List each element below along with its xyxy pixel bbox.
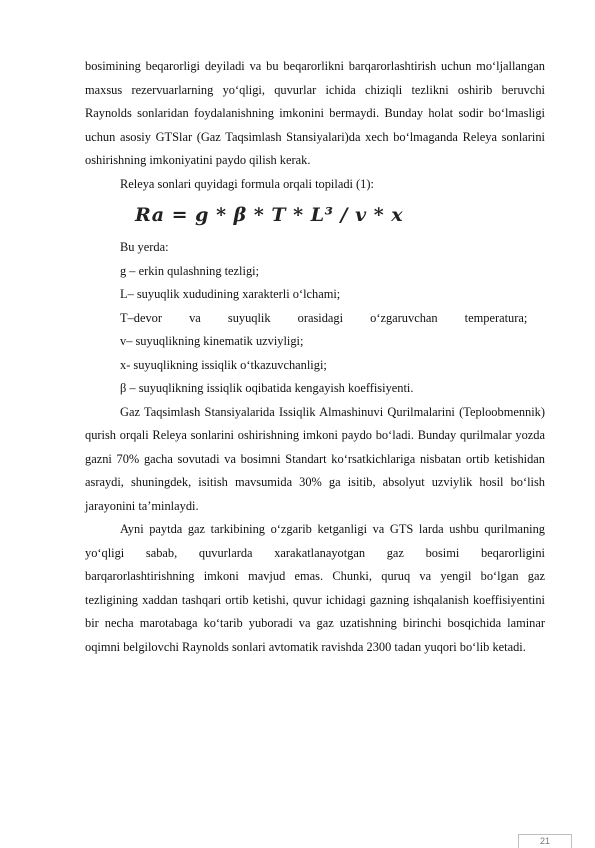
definition-beta: β – suyuqlikning issiqlik oqibatida kengayish koeffisiyenti.: [120, 381, 414, 395]
definitions-heading: Bu yerda:: [120, 240, 169, 254]
rayleigh-formula: [85, 196, 545, 236]
definition-x: x- suyuqlikning issiqlik o‘tkazuvchanligi;: [120, 357, 327, 372]
body-text: [85, 55, 545, 659]
definition-g: g – erkin qulashning tezligi;: [120, 263, 260, 278]
formula-intro: Releya sonlari quyidagi formula orqali topiladi (1):: [120, 176, 374, 191]
paragraph-gas-instability: Ayni paytda gaz tarkibining o‘zgarib ketganligi va GTS larda ushbu qurilmaning yo‘qligi sabab, quvurlarda xarakatlanayotgan gaz bosimi beqarorligini barqarorlashtirishning imkoni mavjud emas. Chunki, quruq va yengil bo‘lgan gaz tezligining xaddan tashqari ortib ketishi, quvur ichidagi gazning ishqalanish koeffisiyentini bir necha marotabaga ko‘tarib yuboradi va gaz uzatishning birinchi bosqichida laminar oqimni belgilovchi Raynolds sonlari avtomatik ravishda 2300 tadan yuqori bo‘lib ketadi.: [85, 522, 545, 654]
definition-v: v– suyuqlikning kinematik uzviyligi;: [120, 334, 304, 348]
formula-text: Ra = g * β * T * L³ / v * x: [135, 204, 404, 227]
paragraph-heat-exchangers: Gaz Taqsimlash Stansiyalarida Issiqlik Almashinuvi Qurilmalarini (Teploobmennik) qurish orqali Releya sonlarini oshirishning imkoni paydo bo‘ladi. Bunday qurilmalar yozda gazni 70% gacha sovutadi va bosimni Standart ko‘rsatkichlariga nisbatan ortib ketishidan asraydi, shuningdek, isitish mavsumida 30% ga isitib, absolyut uzviylik hosil bo‘lish jarayonini ta’minlaydi.: [85, 404, 545, 513]
paragraph-continuation: bosimining beqarorligi deyiladi va bu beqarorlikni barqarorlashtirish uchun mo‘ljallangan maxsus rezervuarlarning yo‘qligi, quvurlar ichida chiziqli tezlikni oshirib beruvchi Raynolds sonlaridan foydalanishning imkonini bermaydi. Bunday holat sodir bo‘lmasligi uchun asosiy GTSlar (Gaz Taqsimlash Stansiyalari)da xech bo‘lmaganda Releya sonlarini oshirishning imkoniyatini paydo qilish kerak.: [85, 59, 545, 167]
page-number: 21: [518, 834, 572, 848]
definition-t: T–devor va suyuqlik orasidagi o‘zgaruvchan temperatura;: [120, 310, 528, 325]
definition-l: L– suyuqlik xududining xarakterli o‘lchami;: [120, 287, 341, 301]
